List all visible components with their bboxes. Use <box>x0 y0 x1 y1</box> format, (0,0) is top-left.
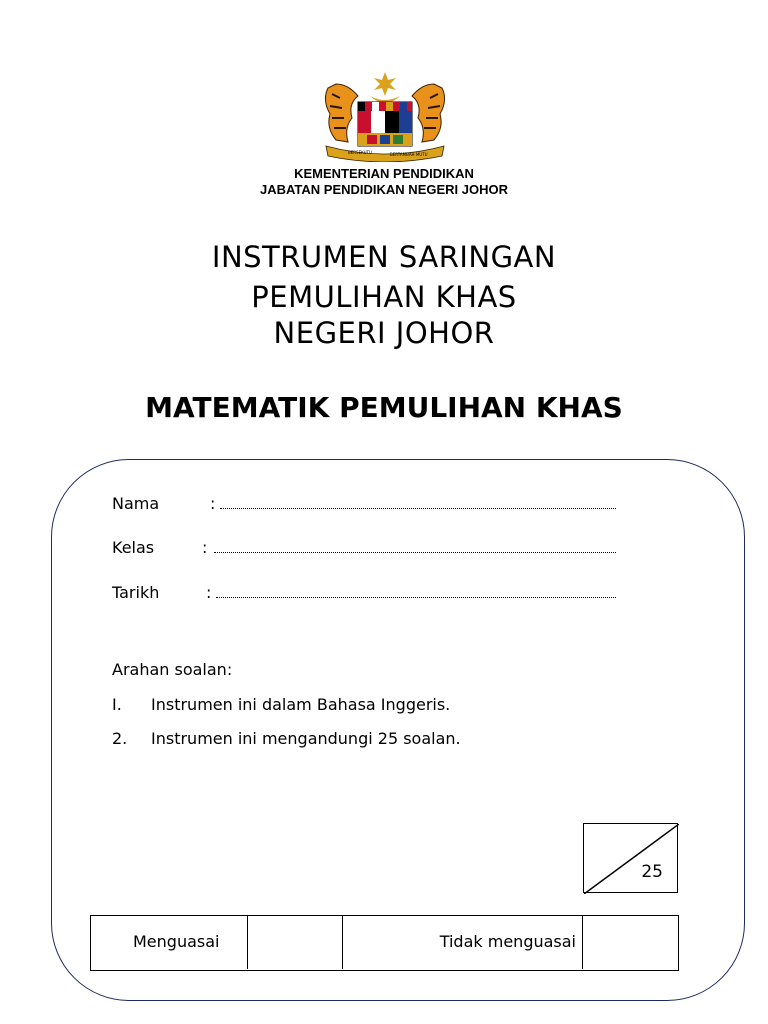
class-colon: : <box>202 538 208 557</box>
document-title-line-3: NEGERI JOHOR <box>273 316 495 350</box>
svg-text:BERTAMBAH MUTU: BERTAMBAH MUTU <box>390 152 428 157</box>
score-divider-line <box>584 824 679 894</box>
name-colon: : <box>210 494 216 513</box>
department-name: JABATAN PENDIDIKAN NEGERI JOHOR <box>260 182 508 197</box>
mastery-result-table <box>90 915 679 971</box>
mastered-label: Menguasai <box>133 932 220 951</box>
ministry-name: KEMENTERIAN PENDIDIKAN <box>294 166 474 181</box>
mastered-label-cell <box>91 916 248 969</box>
subject-title: MATEMATIK PEMULIHAN KHAS <box>145 391 623 424</box>
not-mastered-label-cell <box>343 916 583 969</box>
class-label: Kelas <box>112 538 155 557</box>
instruction-text-1: Instrumen ini dalam Bahasa Inggeris. <box>151 695 451 714</box>
document-title-line-2: PEMULIHAN KHAS <box>251 280 517 314</box>
document-title-line-1: INSTRUMEN SARINGAN <box>211 240 557 274</box>
name-label: Nama <box>112 494 160 513</box>
instructions-heading: Arahan soalan: <box>112 660 233 679</box>
svg-text:BERSEKUTU: BERSEKUTU <box>348 150 372 155</box>
not-mastered-checkbox[interactable] <box>583 916 677 969</box>
coat-of-arms-icon <box>318 70 452 162</box>
mastered-checkbox[interactable] <box>248 916 343 969</box>
score-total: 25 <box>641 862 663 882</box>
name-input-line[interactable] <box>220 494 616 509</box>
date-input-line[interactable] <box>216 583 616 598</box>
not-mastered-label: Tidak menguasai <box>439 932 576 951</box>
score-box[interactable] <box>583 823 678 893</box>
instruction-text-2: Instrumen ini mengandungi 25 soalan. <box>151 729 461 748</box>
class-input-line[interactable] <box>214 538 616 553</box>
date-colon: : <box>206 583 212 602</box>
instruction-number-1: I. <box>112 695 122 714</box>
instruction-number-2: 2. <box>112 729 128 748</box>
date-label: Tarikh <box>112 583 160 602</box>
